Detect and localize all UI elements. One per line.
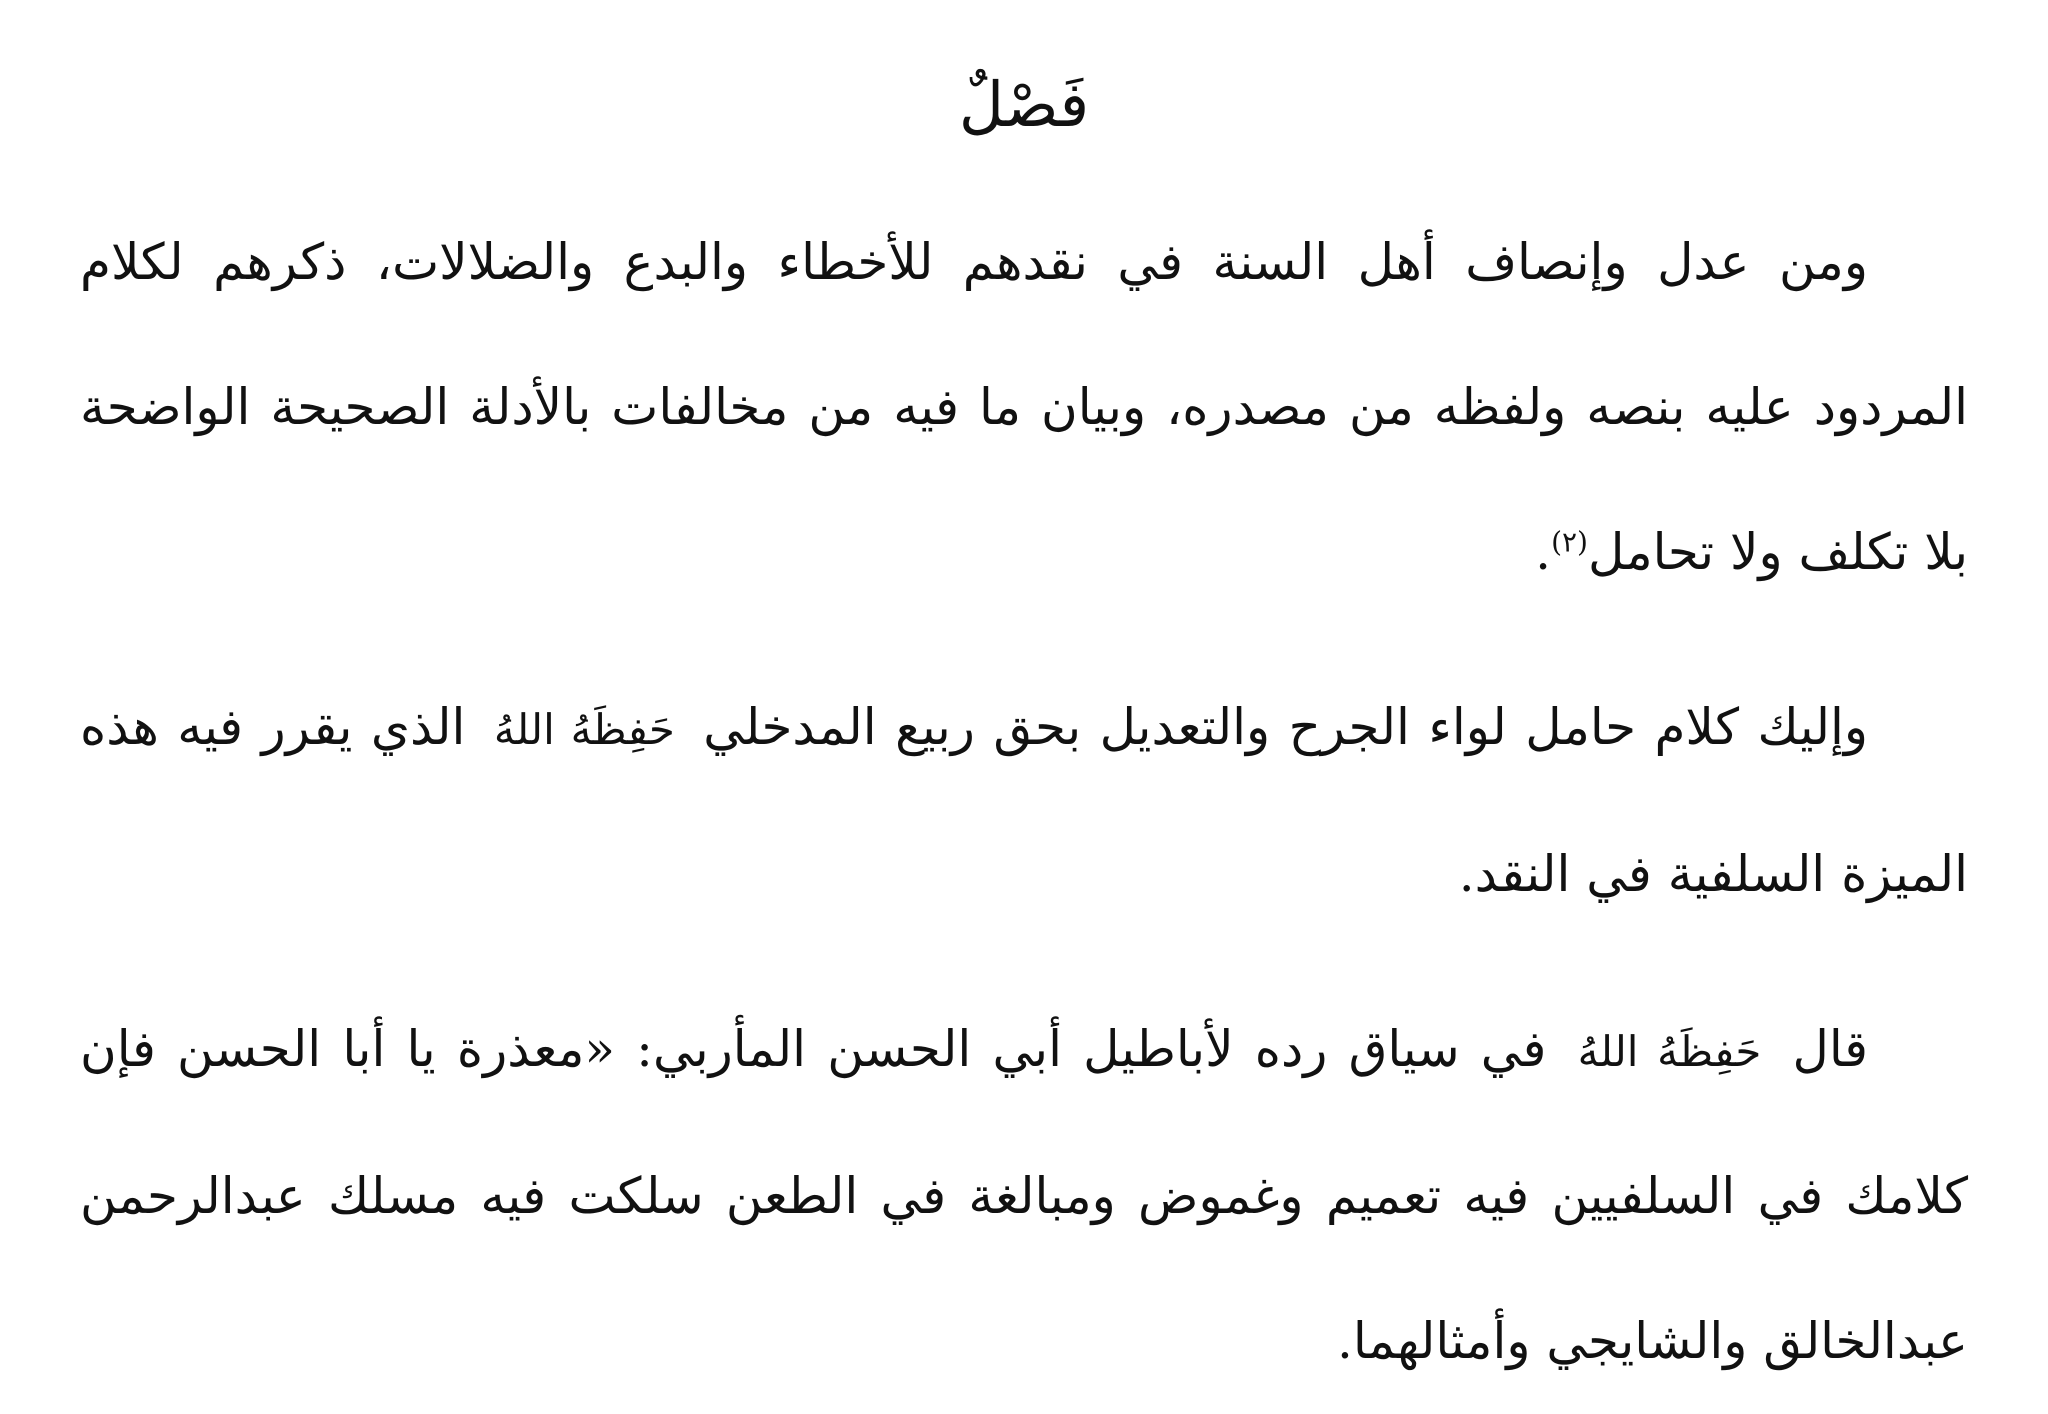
paragraph-2-text-start: وإليك كلام حامل لواء الجرح والتعديل بحق ربيع المدخلي [703,698,1868,756]
section-heading: فَصْلٌ [958,68,1090,141]
paragraph-2-text-end: الذي يقرر فيه هذه الميزة السلفية في النقد. [80,698,1968,903]
paragraph-3 [80,977,1968,1414]
honorific-phrase: حَفِظَهُ اللهُ [493,705,675,754]
paragraph-3-text-end: في سياق رده لأباطيل أبي الحسن المأربي: «معذرة يا أبا الحسن فإن كلامك في السلفيين فيه تعميم وغموض ومبالغة في الطعن سلكت فيه مسلك عبدالرحمن عبدالخالق والشايجي وأمثالهما. [80,1020,1968,1370]
paragraph-2 [80,655,1968,947]
paragraph-1-text: ومن عدل وإنصاف أهل السنة في نقدهم للأخطاء والبدع والضلالات، ذكرهم لكلام المردود عليه بنصه ولفظه من مصدره، وبيان ما فيه من مخالفات بالأدلة الصحيحة الواضحة بلا تكلف ولا تحامل [80,233,1968,581]
paragraph-1 [80,190,1968,625]
honorific-phrase: حَفِظَهُ اللهُ [1577,1027,1762,1076]
paragraph-3-text-start: قال [1792,1020,1868,1078]
footnote-marker: (٢) [1551,525,1588,559]
paragraph-1-end: . [1535,523,1552,581]
